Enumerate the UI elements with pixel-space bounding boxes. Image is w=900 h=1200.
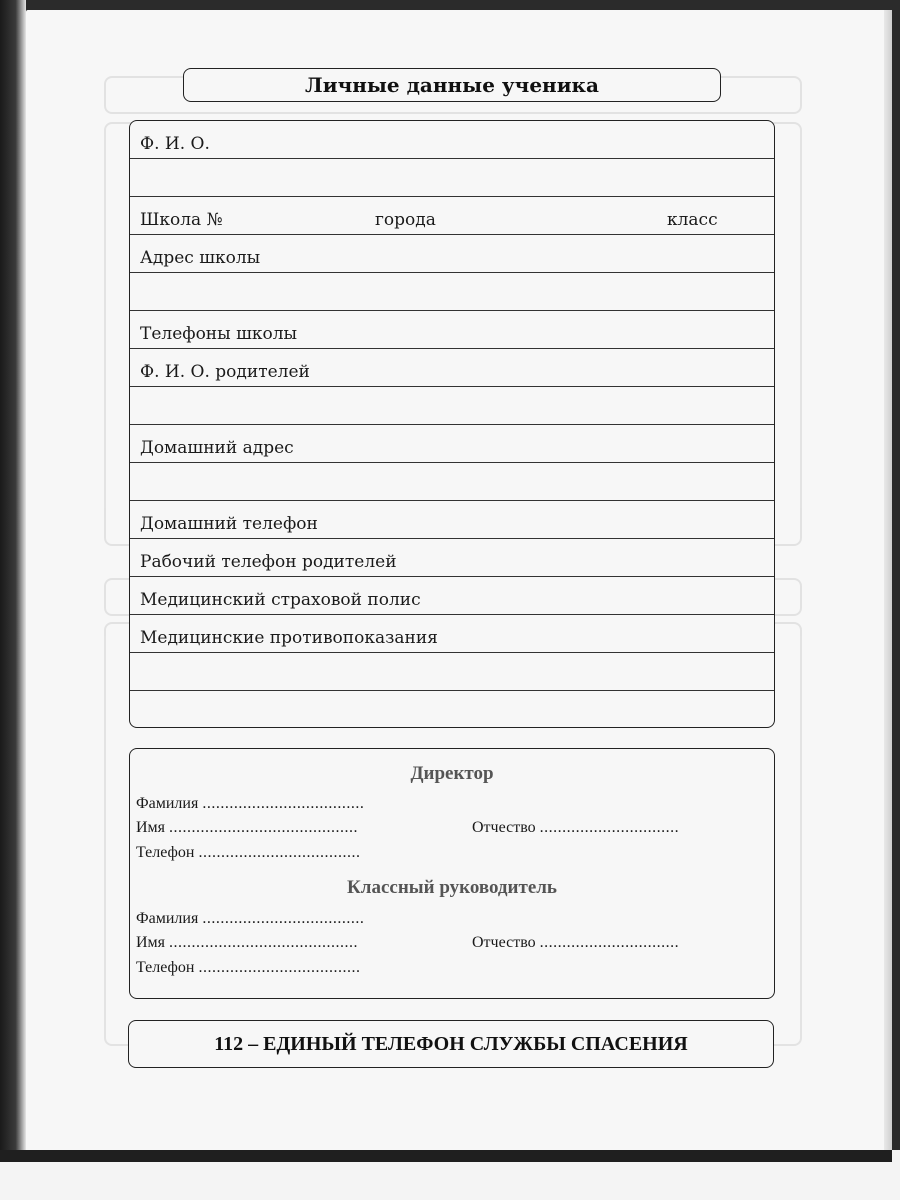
blank-row[interactable] (130, 387, 774, 425)
dotted-fill: ............................... (539, 934, 680, 951)
teacher-surname-line[interactable] (136, 910, 364, 928)
director-phone-label: Телефон (136, 844, 195, 861)
class-teacher-title: Классный руководитель (347, 877, 557, 898)
director-patronymic-label: Отчество (472, 819, 536, 836)
director-phone-line[interactable] (136, 844, 360, 862)
teacher-phone-label: Телефон (136, 959, 195, 976)
school-address-label: Адрес школы (140, 248, 261, 268)
teacher-name-label: Имя (136, 934, 166, 951)
parents-work-phone-row[interactable] (130, 539, 774, 577)
teacher-patronymic-line[interactable] (472, 934, 679, 952)
parents-fio-label: Ф. И. О. родителей (140, 362, 310, 382)
director-name-line[interactable] (136, 819, 358, 837)
blank-row[interactable] (130, 653, 774, 691)
medical-contra-label: Медицинские противопоказания (140, 628, 438, 648)
student-form (129, 120, 775, 728)
school-row[interactable] (130, 197, 774, 235)
director-patronymic-line[interactable] (472, 819, 679, 837)
director-name-label: Имя (136, 819, 166, 836)
medical-policy-label: Медицинский страховой полис (140, 590, 421, 610)
director-title: Директор (410, 763, 494, 784)
teacher-name-line[interactable] (136, 934, 358, 952)
emergency-phone-box (128, 1020, 774, 1068)
contacts-box (129, 748, 775, 999)
director-surname-line[interactable] (136, 795, 364, 813)
fio-label: Ф. И. О. (140, 134, 210, 154)
class-label: класс (667, 210, 718, 230)
home-phone-row[interactable] (130, 501, 774, 539)
medical-contra-row[interactable] (130, 615, 774, 653)
dotted-fill: .................................... (198, 959, 361, 976)
home-address-row[interactable] (130, 425, 774, 463)
fio-row[interactable] (130, 121, 774, 159)
teacher-surname-label: Фамилия (136, 910, 199, 927)
teacher-phone-line[interactable] (136, 959, 360, 977)
dotted-fill: .................................... (202, 795, 365, 812)
city-label: города (375, 210, 436, 230)
teacher-patronymic-label: Отчество (472, 934, 536, 951)
dotted-fill: .......................................... (169, 819, 359, 836)
school-no-label: Школа № (140, 210, 223, 230)
page-title-box (183, 68, 721, 102)
school-phones-label: Телефоны школы (140, 324, 298, 344)
parents-fio-row[interactable] (130, 349, 774, 387)
blank-row[interactable] (130, 463, 774, 501)
dotted-fill: .......................................... (169, 934, 359, 951)
blank-row[interactable] (130, 273, 774, 311)
home-phone-label: Домашний телефон (140, 514, 318, 534)
blank-row[interactable] (130, 691, 774, 729)
book-spine-shadow (0, 0, 26, 1150)
director-surname-label: Фамилия (136, 795, 199, 812)
page-title: Личные данные ученика (305, 73, 599, 97)
dotted-fill: .................................... (198, 844, 361, 861)
medical-policy-row[interactable] (130, 577, 774, 615)
home-address-label: Домашний адрес (140, 438, 294, 458)
emergency-phone-text: 112 – ЕДИНЫЙ ТЕЛЕФОН СЛУЖБЫ СПАСЕНИЯ (214, 1032, 688, 1055)
blank-row[interactable] (130, 159, 774, 197)
book-cover-strip (0, 1150, 892, 1162)
school-address-row[interactable] (130, 235, 774, 273)
book-bottom (0, 1150, 900, 1200)
parents-work-phone-label: Рабочий телефон родителей (140, 552, 397, 572)
school-phones-row[interactable] (130, 311, 774, 349)
dotted-fill: .................................... (202, 910, 365, 927)
dotted-fill: ............................... (539, 819, 680, 836)
page-edge (884, 10, 892, 1160)
